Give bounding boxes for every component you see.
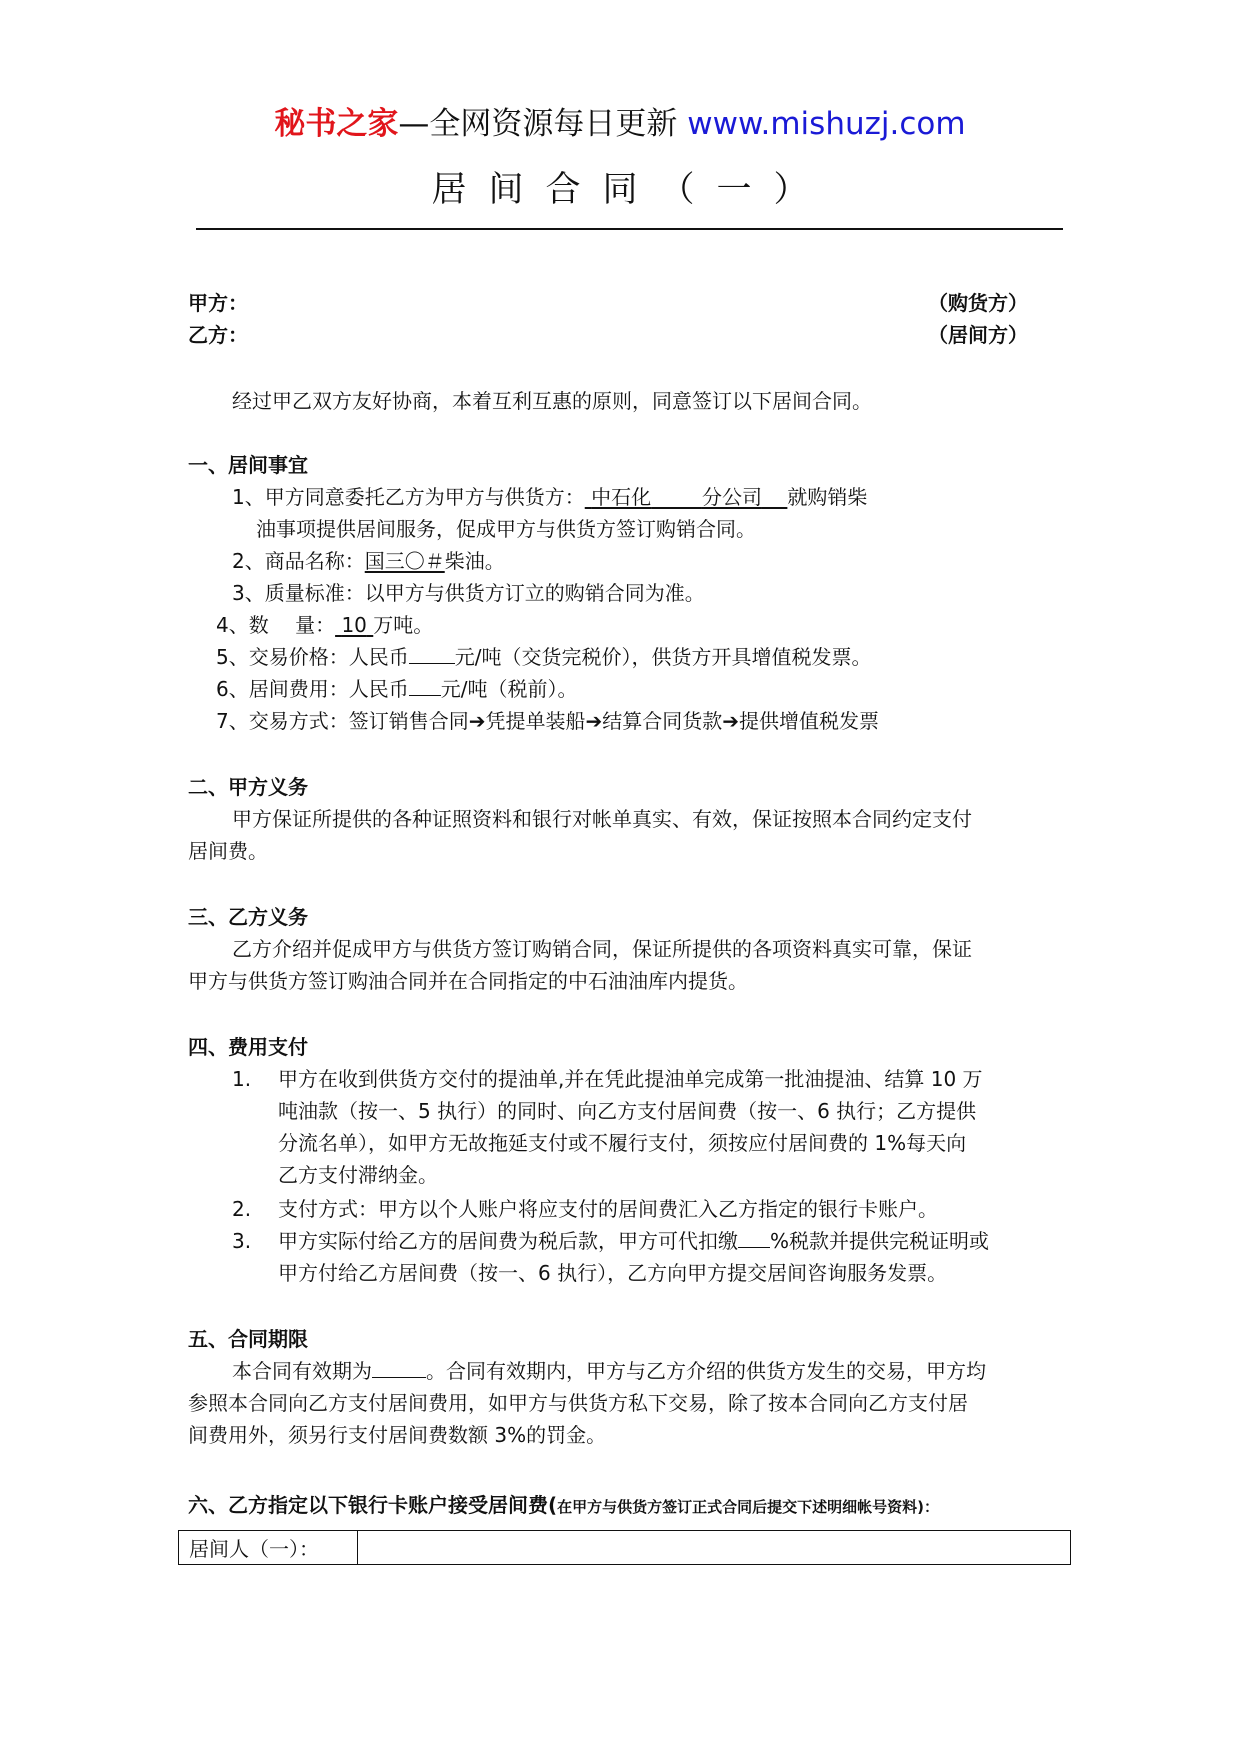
item-1-suffix: 就购销柴 <box>787 485 868 509</box>
item-2-prefix: 2、商品名称： <box>232 549 365 573</box>
section-4-item-1-number: 1. <box>232 1067 252 1091</box>
item-6-suffix: 元/吨（税前）。 <box>440 677 578 701</box>
section-4-item-2: 支付方式：甲方以个人账户将应支付的居间费汇入乙方指定的银行卡账户。 <box>278 1197 938 1221</box>
section-2-heading: 二、甲方义务 <box>188 775 308 799</box>
section-4-item-2-number: 2. <box>232 1197 252 1221</box>
section-1-item-4 <box>216 610 433 640</box>
supplier-company: 中石化 <box>591 485 652 509</box>
section-4-item-3-number: 3. <box>232 1229 252 1253</box>
item-3-suffix: %税款并提供完税证明或 <box>770 1229 990 1253</box>
party-a-label: 甲方： <box>188 291 248 315</box>
section-6-heading <box>188 1490 939 1522</box>
step-3: 结算合同货款 <box>602 709 723 733</box>
arrow-right-icon: ➔ <box>722 709 740 733</box>
quantity-field <box>335 613 373 637</box>
document-title: 居间合同（一） <box>431 170 831 210</box>
arrow-right-icon: ➔ <box>468 709 486 733</box>
term-blank <box>372 1359 426 1378</box>
section-5-line-2: 参照本合同向乙方支付居间费用，如甲方与供货方私下交易，除了按本合同向乙方支付居 <box>188 1391 968 1415</box>
section-5-line-1 <box>232 1356 986 1386</box>
section-2-line-2: 居间费。 <box>188 839 268 863</box>
item-2-suffix: 柴油。 <box>444 549 505 573</box>
section-1-item-6 <box>216 674 577 704</box>
item-5-prefix: 5、交易价格：人民币 <box>216 645 409 669</box>
party-b-role: （居间方） <box>928 323 1028 347</box>
section-1-item-7 <box>216 706 879 736</box>
step-1: 签订销售合同 <box>348 709 469 733</box>
item-1-prefix: 1、甲方同意委托乙方为甲方与供货方： <box>232 485 585 509</box>
banner-url-link[interactable]: www.mishuzj.com <box>687 106 966 142</box>
item-4-suffix: 万吨。 <box>373 613 434 637</box>
section-4-item-1-line-2: 吨油款（按一、5 执行）的同时、向乙方支付居间费（按一、6 执行；乙方提供 <box>278 1099 977 1123</box>
section-4-heading: 四、费用支付 <box>188 1035 308 1059</box>
supplier-branch: 分公司 <box>701 485 762 509</box>
section-1-heading: 一、居间事宜 <box>188 453 308 477</box>
section-2-line-1: 甲方保证所提供的各种证照资料和银行对帐单真实、有效，保证按照本合同约定支付 <box>232 807 972 831</box>
section-6-note: 在甲方与供货方签订正式合同后提交下述明细帐号资料 <box>557 1498 918 1516</box>
section-1-item-1-cont: 油事项提供居间服务，促成甲方与供货方签订购销合同。 <box>256 517 756 541</box>
tax-rate-blank <box>738 1229 770 1248</box>
price-blank <box>409 645 455 664</box>
intermediary-label: 居间人（一）： <box>179 1531 358 1565</box>
section-5-heading: 五、合同期限 <box>188 1327 308 1351</box>
section-3-line-1: 乙方介绍并促成甲方与供货方签订购销合同，保证所提供的各项资料真实可靠，保证 <box>232 937 972 961</box>
section-6-end: )： <box>917 1498 940 1516</box>
site-banner <box>0 102 1240 146</box>
section-4-item-1-line-3: 分流名单），如甲方无故拖延支付或不履行支付，须按应付居间费的 1%每天向 <box>278 1131 967 1155</box>
product-name: 国三〇＃ <box>364 549 445 573</box>
banner-brand: 秘书之家 <box>274 106 399 142</box>
arrow-right-icon: ➔ <box>585 709 603 733</box>
item-3-prefix: 甲方实际付给乙方的居间费为税后款，甲方可代扣缴 <box>278 1229 738 1253</box>
step-2: 凭提单装船 <box>485 709 586 733</box>
section-1-item-3: 3、质量标准：以甲方与供货方订立的购销合同为准。 <box>232 581 705 605</box>
fee-blank <box>409 677 441 696</box>
bank-account-table <box>178 1530 1071 1565</box>
section-5-line-3: 间费用外，须另行支付居间费数额 3%的罚金。 <box>188 1423 607 1447</box>
title-divider <box>196 228 1063 230</box>
item-7-prefix: 7、交易方式： <box>216 709 349 733</box>
term-suffix: 。合同有效期内，甲方与乙方介绍的供货方发生的交易，甲方均 <box>426 1359 986 1383</box>
party-a-role: （购货方） <box>928 291 1028 315</box>
section-1-item-5 <box>216 642 871 672</box>
banner-tagline: —全网资源每日更新 <box>398 106 688 142</box>
intermediary-value <box>358 1531 1071 1565</box>
section-4-item-1-line-4: 乙方支付滞纳金。 <box>278 1163 438 1187</box>
section-4-item-1-line-1: 甲方在收到供货方交付的提油单,并在凭此提油单完成第一批油提油、结算 10 万 <box>278 1067 983 1091</box>
item-6-prefix: 6、居间费用：人民币 <box>216 677 409 701</box>
section-3-line-2: 甲方与供货方签订购油合同并在合同指定的中石油油库内提货。 <box>188 969 748 993</box>
term-prefix: 本合同有效期为 <box>232 1359 372 1383</box>
supplier-field <box>585 485 788 509</box>
party-b-label: 乙方： <box>188 323 248 347</box>
section-6-title: 六、乙方指定以下银行卡账户接受居间费( <box>188 1493 558 1517</box>
step-4: 提供增值税发票 <box>739 709 880 733</box>
section-4-item-3-line-2: 甲方付给乙方居间费（按一、6 执行），乙方向甲方提交居间咨询服务发票。 <box>278 1261 948 1285</box>
section-1-item-1 <box>232 482 867 512</box>
quantity-value: 10 <box>341 613 367 637</box>
item-4-prefix: 4、数 量： <box>216 613 336 637</box>
section-3-heading: 三、乙方义务 <box>188 905 308 929</box>
section-4-item-3-line-1 <box>278 1226 989 1256</box>
item-5-suffix: 元/吨（交货完税价），供货方开具增值税发票。 <box>454 645 872 669</box>
section-1-item-2 <box>232 546 505 576</box>
intro-paragraph: 经过甲乙双方友好协商，本着互利互惠的原则，同意签订以下居间合同。 <box>232 389 872 413</box>
table-row <box>179 1531 1071 1565</box>
